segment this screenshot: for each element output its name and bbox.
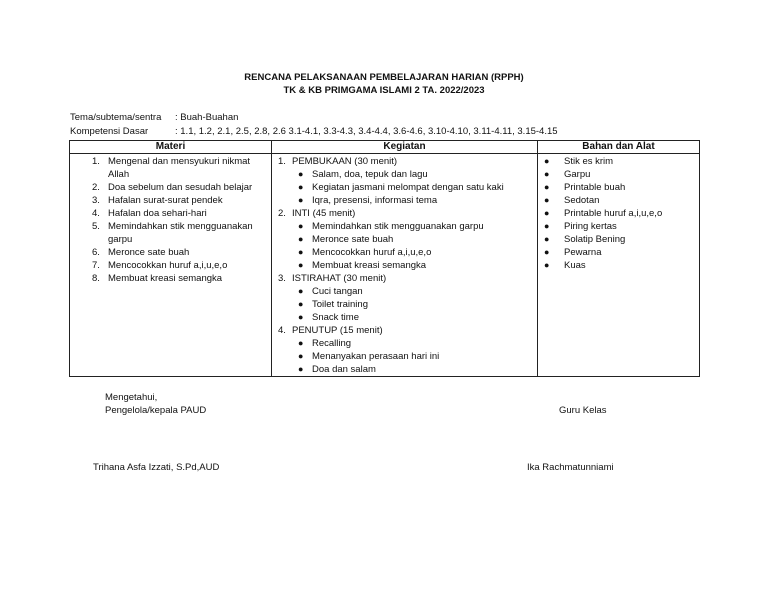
kompetensi-row	[70, 125, 558, 138]
materi-item	[92, 181, 265, 194]
kegiatan-subitem-text: Snack time	[312, 312, 359, 323]
bahan-item-text: Solatip Bening	[564, 234, 626, 245]
materi-item-text: Hafalan doa sehari-hari	[108, 208, 207, 219]
kegiatan-list	[272, 154, 537, 376]
kompetensi-value: : 1.1, 1.2, 2.1, 2.5, 2.8, 2.6 3.1-4.1, 3.3-4.3, 3.4-4.4, 3.6-4.6, 3.10-4.10, 3.11-4.11, 3.15-4.15	[175, 126, 558, 137]
kegiatan-section-title: PEMBUKAAN (30 menit)	[292, 156, 398, 167]
kegiatan-subitem-text: Salam, doa, tepuk dan lagu	[312, 169, 428, 180]
tema-value: : Buah-Buahan	[175, 112, 239, 123]
materi-item	[92, 246, 265, 259]
kegiatan-subitem	[298, 181, 533, 194]
mengetahui-label: Mengetahui,	[105, 392, 158, 403]
bahan-item	[544, 207, 695, 220]
kegiatan-subitem-text: Cuci tangan	[312, 286, 363, 297]
bullet-icon: ●	[298, 260, 304, 270]
bullet-icon: ●	[544, 169, 550, 179]
bullet-icon: ●	[544, 182, 550, 192]
kegiatan-subitem	[298, 350, 533, 363]
materi-list	[70, 154, 271, 285]
bullet-icon: ●	[298, 195, 304, 205]
kegiatan-section-title: PENUTUP (15 menit)	[292, 325, 383, 336]
table-header-row	[70, 141, 700, 154]
kegiatan-section-title: INTI (45 menit)	[292, 208, 356, 219]
materi-item-text: Meronce sate buah	[108, 247, 190, 258]
bullet-icon: ●	[544, 260, 550, 270]
bahan-item-text: Piring kertas	[564, 221, 617, 232]
materi-item-text: Hafalan surat-surat pendek	[108, 195, 223, 206]
bahan-item	[544, 246, 695, 259]
tema-label: Tema/subtema/sentra	[70, 112, 162, 123]
kegiatan-subitem	[298, 220, 533, 233]
bullet-icon: ●	[298, 247, 304, 257]
materi-item-text: Membuat kreasi semangka	[108, 273, 223, 284]
bahan-item-text: Stik es krim	[564, 156, 614, 167]
signatory-left-name: Trihana Asfa Izzati, S.Pd,AUD	[93, 462, 220, 473]
table-body-row	[70, 154, 700, 377]
kegiatan-subitems	[278, 220, 533, 272]
signatory-right-name: Ika Rachmatunniami	[527, 462, 614, 473]
header-materi: Materi	[70, 141, 272, 154]
bullet-icon: ●	[298, 234, 304, 244]
kegiatan-subitem-text: Kegiatan jasmani melompat dengan satu kaki	[312, 182, 504, 193]
bullet-icon: ●	[298, 299, 304, 309]
kegiatan-subitems	[278, 337, 533, 376]
kegiatan-cell	[272, 154, 538, 377]
kegiatan-subitem-text: Meronce sate buah	[312, 234, 394, 245]
kegiatan-subitem	[298, 285, 533, 298]
header-kegiatan: Kegiatan	[272, 141, 538, 154]
materi-item-number: 8.	[92, 273, 100, 284]
materi-item-number: 5.	[92, 221, 100, 232]
materi-item-number: 7.	[92, 260, 100, 271]
bullet-icon: ●	[544, 247, 550, 257]
kegiatan-subitem-text: Toilet training	[312, 299, 368, 310]
kegiatan-section-number: 4.	[278, 325, 286, 336]
header-bahan: Bahan dan Alat	[538, 141, 700, 154]
materi-item-number: 3.	[92, 195, 100, 206]
kegiatan-subitem-text: Mencocokkan huruf a,i,u,e,o	[312, 247, 432, 258]
kegiatan-section	[278, 155, 533, 168]
materi-item-number: 6.	[92, 247, 100, 258]
kegiatan-subitem	[298, 168, 533, 181]
kegiatan-subitem-text: Recalling	[312, 338, 352, 349]
bullet-icon: ●	[544, 208, 550, 218]
bahan-item	[544, 220, 695, 233]
bullet-icon: ●	[544, 234, 550, 244]
bahan-item-text: Sedotan	[564, 195, 600, 206]
guru-kelas-label: Guru Kelas	[559, 405, 607, 416]
kegiatan-section	[278, 272, 533, 285]
bahan-item	[544, 259, 695, 272]
bahan-item-text: Printable buah	[564, 182, 626, 193]
materi-item	[92, 220, 265, 246]
materi-item	[92, 194, 265, 207]
materi-item-number: 4.	[92, 208, 100, 219]
bullet-icon: ●	[298, 182, 304, 192]
bullet-icon: ●	[298, 364, 304, 374]
kegiatan-subitem	[298, 233, 533, 246]
kegiatan-section-title: ISTIRAHAT (30 menit)	[292, 273, 387, 284]
bullet-icon: ●	[298, 351, 304, 361]
materi-item-number: 2.	[92, 182, 100, 193]
kegiatan-subitem-text: Membuat kreasi semangka	[312, 260, 427, 271]
rpph-table	[69, 140, 700, 377]
materi-item	[92, 259, 265, 272]
materi-cell	[70, 154, 272, 377]
kegiatan-subitems	[278, 168, 533, 207]
bullet-icon: ●	[298, 312, 304, 322]
bahan-item	[544, 155, 695, 168]
kegiatan-section-number: 2.	[278, 208, 286, 219]
bahan-cell	[538, 154, 700, 377]
pengelola-label: Pengelola/kepala PAUD	[105, 405, 207, 416]
bullet-icon: ●	[544, 156, 550, 166]
bahan-item-text: Pewarna	[564, 247, 602, 258]
bahan-list	[538, 154, 699, 272]
kegiatan-subitem	[298, 363, 533, 376]
materi-item	[92, 207, 265, 220]
bahan-item-text: Kuas	[564, 260, 586, 271]
bahan-item	[544, 194, 695, 207]
bahan-item-text: Printable huruf a,i,u,e,o	[564, 208, 663, 219]
document-subtitle: TK & KB PRIMGAMA ISLAMI 2 TA. 2022/2023	[283, 85, 485, 96]
materi-item-text: Memindahkan stik mengguanakan garpu	[108, 221, 253, 245]
kegiatan-subitems	[278, 285, 533, 324]
materi-item-text: Mengenal dan mensyukuri nikmat Allah	[108, 156, 251, 180]
kompetensi-label: Kompetensi Dasar	[70, 126, 149, 137]
kegiatan-subitem	[298, 259, 533, 272]
bahan-item	[544, 168, 695, 181]
bullet-icon: ●	[544, 195, 550, 205]
materi-item	[92, 272, 265, 285]
materi-item-text: Doa sebelum dan sesudah belajar	[108, 182, 253, 193]
bahan-item-text: Garpu	[564, 169, 591, 180]
bullet-icon: ●	[298, 338, 304, 348]
bullet-icon: ●	[298, 286, 304, 296]
kegiatan-section-number: 3.	[278, 273, 286, 284]
bullet-icon: ●	[544, 221, 550, 231]
tema-row	[70, 111, 238, 124]
kegiatan-subitem	[298, 311, 533, 324]
kegiatan-section	[278, 207, 533, 220]
bullet-icon: ●	[298, 169, 304, 179]
materi-item-number: 1.	[92, 156, 100, 167]
kegiatan-subitem-text: Iqra, presensi, informasi tema	[312, 195, 438, 206]
kegiatan-subitem-text: Doa dan salam	[312, 364, 376, 375]
bahan-item	[544, 233, 695, 246]
bahan-item	[544, 181, 695, 194]
materi-item	[92, 155, 265, 181]
kegiatan-subitem-text: Memindahkan stik mengguanakan garpu	[312, 221, 484, 232]
document-title: RENCANA PELAKSANAAN PEMBELAJARAN HARIAN (RPPH)	[244, 72, 524, 83]
materi-item-text: Mencocokkan huruf a,i,u,e,o	[108, 260, 228, 271]
bullet-icon: ●	[298, 221, 304, 231]
kegiatan-subitem	[298, 194, 533, 207]
kegiatan-subitem	[298, 337, 533, 350]
kegiatan-subitem-text: Menanyakan perasaan hari ini	[312, 351, 440, 362]
kegiatan-subitem	[298, 298, 533, 311]
kegiatan-section	[278, 324, 533, 337]
kegiatan-section-number: 1.	[278, 156, 286, 167]
kegiatan-subitem	[298, 246, 533, 259]
